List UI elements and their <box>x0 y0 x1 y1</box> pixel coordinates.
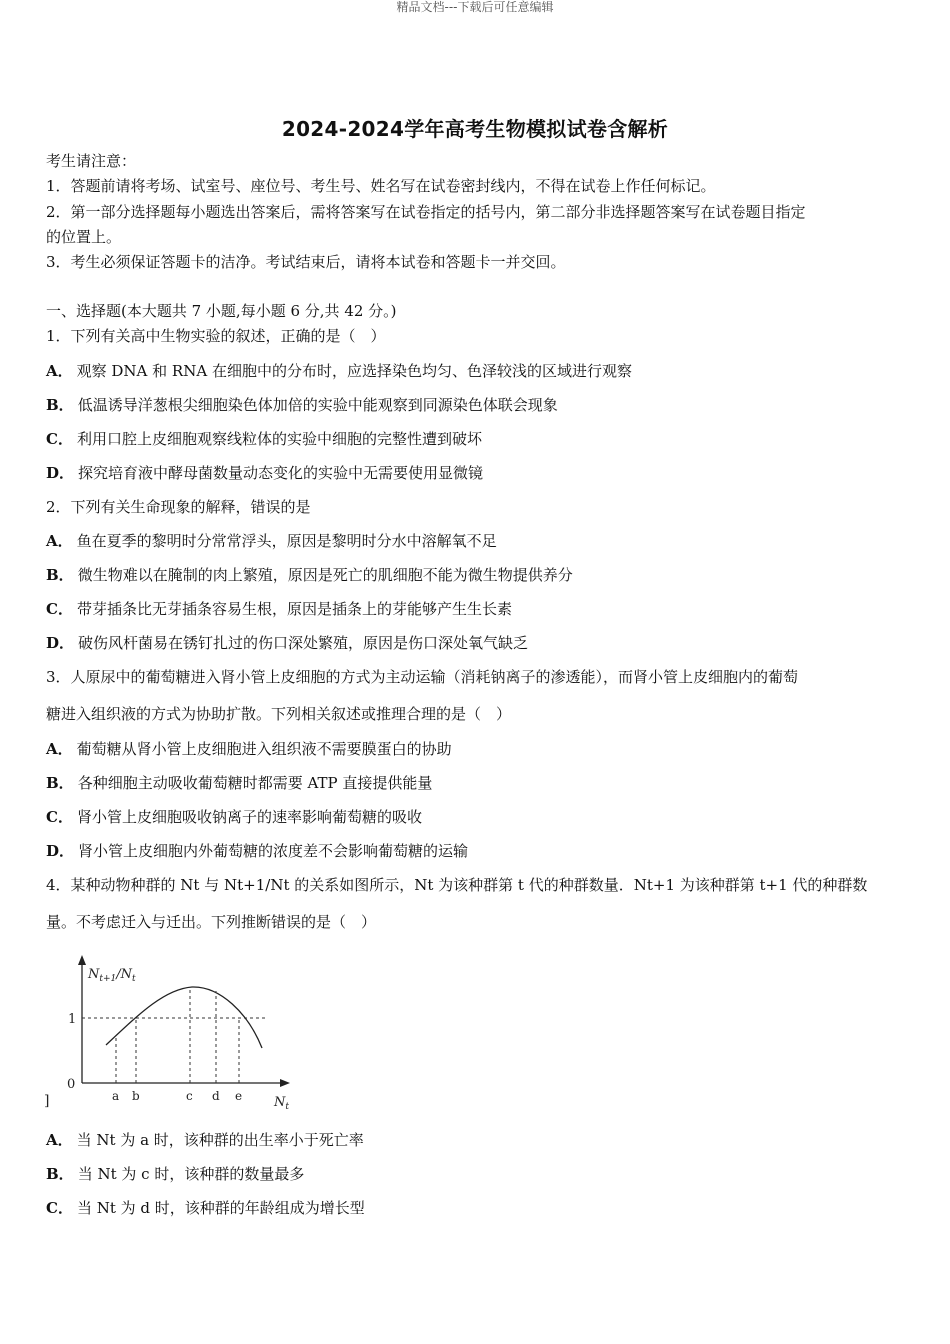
q1-option-a <box>46 362 632 380</box>
q2-option-a <box>46 532 497 550</box>
x-tick-b: b <box>132 1089 140 1103</box>
x-axis-label: $N_t$ <box>274 1095 289 1112</box>
notice-item-3: 3．考生必须保证答题卡的洁净。考试结束后，请将本试卷和答题卡一并交回。 <box>46 253 566 271</box>
option-label: B． <box>46 396 74 414</box>
x-tick-c: c <box>186 1089 193 1103</box>
stray-mark: ] <box>44 1093 50 1109</box>
notice-item-1: 1．答题前请将考场、试室号、座位号、考生号、姓名写在试卷密封线内，不得在试卷上作任何标记。 <box>46 177 716 195</box>
option-text: 微生物难以在腌制的肉上繁殖，原因是死亡的肌细胞不能为微生物提供养分 <box>77 566 573 584</box>
option-text: 破伤风杆菌易在锈钉扎过的伤口深处繁殖，原因是伤口深处氧气缺乏 <box>78 634 529 652</box>
option-label: C． <box>46 600 73 618</box>
q1-option-b <box>46 396 558 414</box>
section-heading: 一、选择题(本大题共 7 小题,每小题 6 分,共 42 分。) <box>46 302 397 320</box>
q2-stem: 2．下列有关生命现象的解释，错误的是 <box>46 498 311 516</box>
q2-option-b <box>46 566 573 584</box>
option-label: A． <box>46 740 73 758</box>
option-label: C． <box>46 430 73 448</box>
x-tick-a: a <box>112 1089 120 1103</box>
option-label: D． <box>46 634 75 652</box>
option-label: D． <box>46 842 75 860</box>
option-label: A． <box>46 362 73 380</box>
q1-option-c <box>46 430 482 448</box>
q1-stem: 1．下列有关高中生物实验的叙述，正确的是（ ） <box>46 327 386 345</box>
q2-option-d <box>46 634 528 652</box>
y-axis-arrow <box>78 955 86 965</box>
option-label: A． <box>46 532 73 550</box>
option-label: C． <box>46 808 73 826</box>
population-graph <box>40 953 300 1113</box>
y-axis-label: $N_{t+1}/N_t$ <box>88 967 136 984</box>
option-label: B． <box>46 774 74 792</box>
q4-stem-line2: 量。不考虑迁入与迁出。下列推断错误的是（ ） <box>46 913 377 931</box>
option-label: D． <box>46 464 75 482</box>
option-text: 观察 DNA 和 RNA 在细胞中的分布时，应选择染色均匀、色泽较浅的区域进行观察 <box>76 362 632 380</box>
option-text: 利用口腔上皮细胞观察线粒体的实验中细胞的完整性遭到破坏 <box>76 430 482 448</box>
notice-heading: 考生请注意： <box>46 152 137 170</box>
q3-option-a <box>46 740 452 758</box>
option-text: 当 Nt 为 a 时，该种群的出生率小于死亡率 <box>76 1131 364 1149</box>
q2-option-c <box>46 600 512 618</box>
option-text: 肾小管上皮细胞内外葡萄糖的浓度差不会影响葡萄糖的运输 <box>78 842 469 860</box>
q3-option-b <box>46 774 432 792</box>
q4-option-b <box>46 1165 304 1183</box>
option-text: 探究培育液中酵母菌数量动态变化的实验中无需要使用显微镜 <box>78 464 484 482</box>
option-label: C． <box>46 1199 73 1217</box>
page-title: 2024-2024学年高考生物模拟试卷含解析 <box>281 117 669 141</box>
origin-label: 0 <box>67 1077 76 1092</box>
q1-option-d <box>46 464 483 482</box>
q3-option-d <box>46 842 468 860</box>
option-label: B． <box>46 566 74 584</box>
option-text: 当 Nt 为 c 时，该种群的数量最多 <box>77 1165 305 1183</box>
option-text: 各种细胞主动吸收葡萄糖时都需要 ATP 直接提供能量 <box>77 774 433 792</box>
y-tick-1: 1 <box>68 1012 77 1027</box>
x-axis-arrow <box>280 1079 290 1087</box>
q3-stem-line2: 糖进入组织液的方式为协助扩散。下列相关叙述或推理合理的是（ ） <box>46 705 512 723</box>
option-text: 带芽插条比无芽插条容易生根，原因是插条上的芽能够产生生长素 <box>76 600 512 618</box>
option-text: 鱼在夏季的黎明时分常常浮头，原因是黎明时分水中溶解氧不足 <box>76 532 497 550</box>
q4-stem-line1: 4．某种动物种群的 Nt 与 Nt+1/Nt 的关系如图所示，Nt 为该种群第 t 代的种群数量．Nt+1 为该种群第 t+1 代的种群数 <box>46 876 868 894</box>
notice-item-2: 2．第一部分选择题每小题选出答案后，需将答案写在试卷指定的括号内，第二部分非选择题答案写在试卷题目指定 <box>46 203 806 221</box>
q3-option-c <box>46 808 422 826</box>
option-label: B． <box>46 1165 74 1183</box>
q3-stem-line1: 3．人原尿中的葡萄糖进入肾小管上皮细胞的方式为主动运输（消耗钠离子的渗透能），而肾小管上皮细胞内的葡萄 <box>46 668 799 686</box>
option-text: 葡萄糖从肾小管上皮细胞进入组织液不需要膜蛋白的协助 <box>76 740 452 758</box>
option-text: 当 Nt 为 d 时，该种群的年龄组成为增长型 <box>76 1199 365 1217</box>
x-tick-d: d <box>212 1089 220 1103</box>
page-header: 精品文档---下载后可任意编辑 <box>396 0 554 14</box>
x-tick-e: e <box>235 1089 243 1103</box>
q4-option-a <box>46 1131 364 1149</box>
q4-option-c <box>46 1199 365 1217</box>
option-label: A． <box>46 1131 73 1149</box>
option-text: 低温诱导洋葱根尖细胞染色体加倍的实验中能观察到同源染色体联会现象 <box>77 396 558 414</box>
notice-item-2-cont: 的位置上。 <box>46 228 122 246</box>
option-text: 肾小管上皮细胞吸收钠离子的速率影响葡萄糖的吸收 <box>76 808 422 826</box>
